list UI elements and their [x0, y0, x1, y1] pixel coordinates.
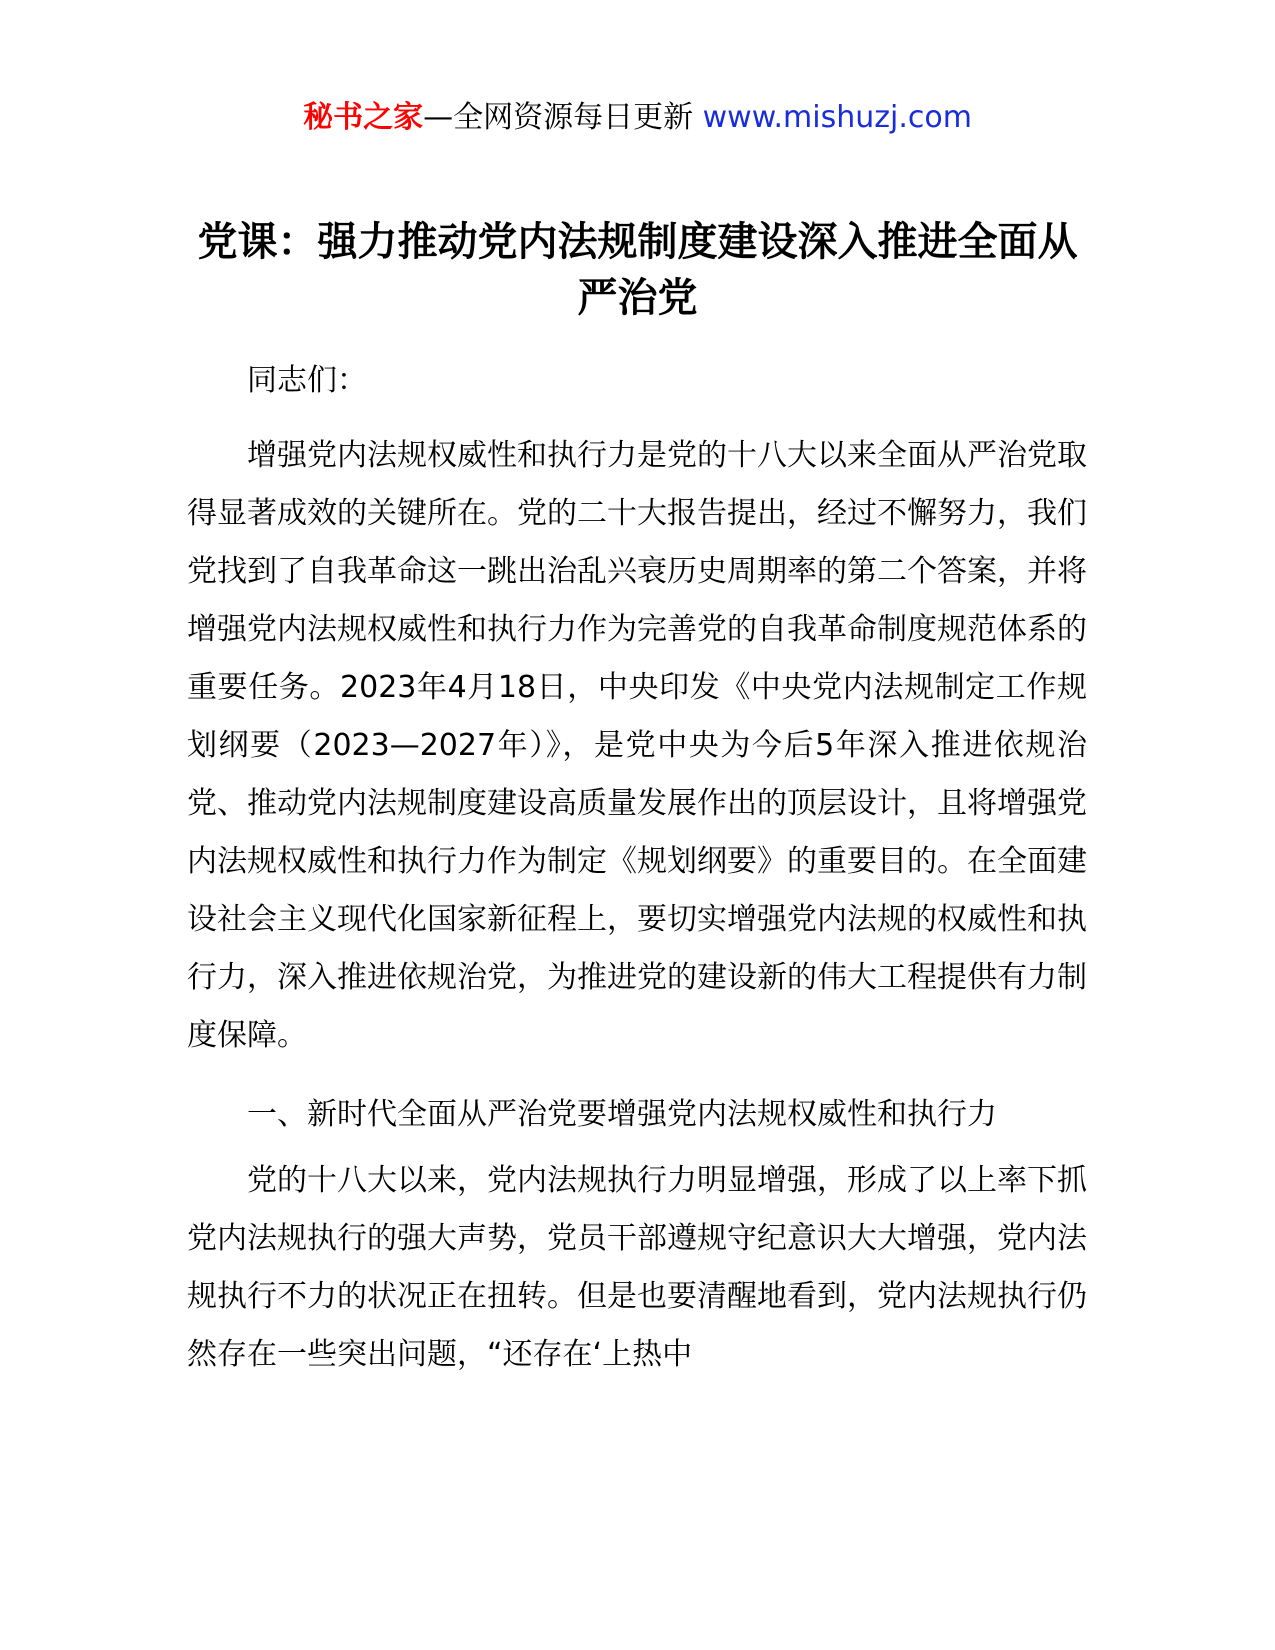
site-url-link[interactable]: www.mishuzj.com [702, 100, 972, 135]
site-tagline: —全网资源每日更新 [423, 100, 694, 135]
paragraph-1 [187, 427, 1087, 1065]
paragraph-1-text: 增强党内法规权威性和执行力是党的十八大以来全面从严治党取得显著成效的关键所在。党的二十大报告提出，经过不懈努力，我们党找到了自我革命这一跳出治乱兴衰历史周期率的第二个答案，并将增强党内法规权威性和执行力作为完善党的自我革命制度规范体系的重要任务。2023年4月18日，中央印发《中央党内法规制定工作规划纲要（2023—2027年）》，是党中央为今后5年深入推进依规治党、推动党内法规制度建设高质量发展作出的顶层设计，且将增强党内法规权威性和执行力作为制定《规划纲要》的重要目的。在全面建设社会主义现代化国家新征程上，要切实增强党内法规的权威性和执行力，深入推进依规治党，为推进党的建设新的伟大工程提供有力制度保障。 [187, 438, 1087, 1053]
paragraph-2 [187, 1152, 1087, 1384]
document-title: 党课：强力推动党内法规制度建设深入推进全面从严治党 [197, 219, 1078, 321]
greeting [187, 352, 1087, 410]
site-header [0, 96, 1275, 140]
greeting-text: 同志们： [247, 363, 367, 398]
section-heading-1-text: 一、新时代全面从严治党要增强党内法规权威性和执行力 [247, 1097, 997, 1132]
site-brand: 秘书之家 [303, 100, 424, 135]
section-heading-1 [187, 1086, 1087, 1144]
paragraph-2-text: 党的十八大以来，党内法规执行力明显增强，形成了以上率下抓党内法规执行的强大声势，党员干部遵规守纪意识大大增强，党内法规执行不力的状况正在扭转。但是也要清醒地看到，党内法规执行仍然存在一些突出问题，“还存在‘上热中 [187, 1163, 1087, 1372]
